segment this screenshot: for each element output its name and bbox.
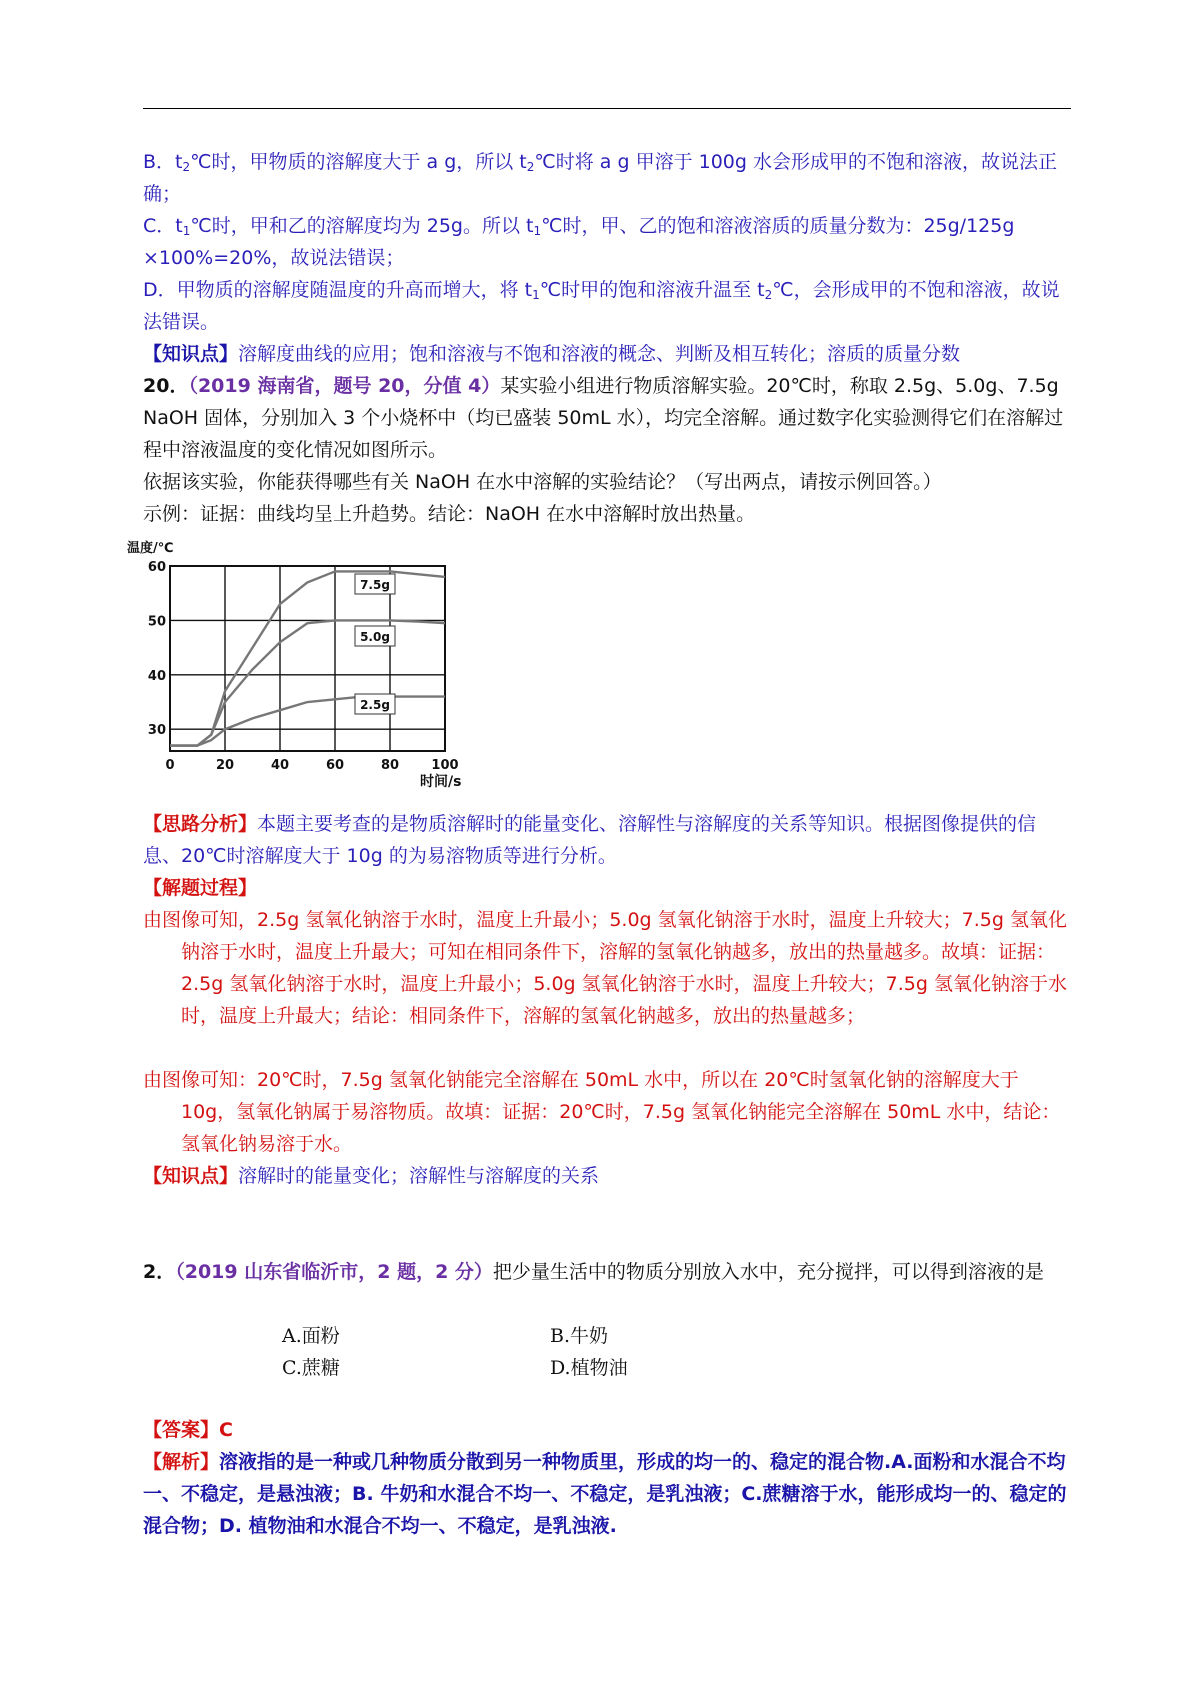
chart-ylabel: 温度/℃	[127, 541, 174, 556]
option-b: B.牛奶	[550, 1325, 609, 1347]
explanation-2: 【解析】溶液指的是一种或几种物质分散到另一种物质里，形成的均一的、稳定的混合物.A.面粉和水混合不均一、不稳定，是悬浊液；B. 牛奶和水混合不均一、不稳定，是乳浊液；C.蔗糖溶于水，能形成均一的、稳定的混合物；D. 植物油和水混合不均一、不稳定，是乳浊液.	[143, 1451, 1067, 1537]
y-tick-label: 40	[147, 668, 166, 684]
solution-option-c: C．$t_1℃$时，甲和乙的溶解度均为 25g。所以 $t_1℃$时，甲、乙的饱和溶液溶质的质量分数为：25g/125g ×100%=20%，故说法错误；	[143, 215, 1015, 269]
answer-2: 【答案】C	[143, 1419, 233, 1441]
header-rule	[143, 108, 1071, 109]
x-tick-label: 0	[165, 758, 175, 773]
series-label: 5.0g	[360, 630, 390, 644]
plot-frame	[170, 566, 445, 751]
y-tick-label: 30	[147, 723, 166, 739]
question-20-prompt: 依据该实验，你能获得哪些有关 NaOH 在水中溶解的实验结论？（写出两点，请按示例回答。）	[143, 471, 942, 493]
x-tick-label: 40	[270, 758, 290, 773]
x-tick-label: 80	[380, 758, 400, 773]
series-line-2	[170, 620, 445, 745]
solution-option-b: B．$t_2℃$时，甲物质的溶解度大于 a g，所以 $t_2℃$时将 a g 甲溶于 100g 水会形成甲的不饱和溶液，故说法正确；	[143, 151, 1057, 205]
x-tick-label: 100	[431, 758, 459, 773]
process-step-1: 由图像可知，2.5g 氢氧化钠溶于水时，温度上升最小；5.0g 氢氧化钠溶于水时，温度上升较大；7.5g 氢氧化钠溶于水时，温度上升最大；可知在相同条件下，溶解的氢氧化钠越多，放出的热量越多。故填：证据：2.5g 氢氧化钠溶于水时，温度上升最小；5.0g 氢氧化钠溶于水时，温度上升较大；7.5g 氢氧化钠溶于水时，温度上升最大；结论：相同条件下，溶解的氢氧化钠越多，放出的热量越多；	[143, 909, 1067, 1027]
series-line-1	[170, 571, 445, 745]
knowledge-point-prev: 【知识点】溶解度曲线的应用；饱和溶液与不饱和溶液的概念、判断及相互转化；溶质的质量分数	[143, 343, 961, 365]
question-20: 20．（2019 海南省，题号 20，分值 4）某实验小组进行物质溶解实验。20℃时，称取 2.5g、5.0g、7.5g NaOH 固体，分别加入 3 个小烧杯中（均已盛装 50mL 水），均完全溶解。通过数字化实验测得它们在溶解过程中溶液温度的变化情况如图所示。	[143, 375, 1064, 461]
question-2: 2．（2019 山东省临沂市，2 题，2 分）把少量生活中的物质分别放入水中，充分搅拌，可以得到溶液的是	[143, 1261, 1044, 1283]
series-label: 7.5g	[360, 578, 390, 592]
process-label-20: 【解题过程】	[143, 877, 258, 899]
y-tick-label: 50	[147, 614, 166, 630]
series-line-3	[170, 697, 445, 746]
option-c: C.蔗糖	[282, 1357, 340, 1379]
chart-xlabel: 时间/s	[420, 774, 462, 788]
y-tick-label: 60	[147, 560, 166, 575]
temperature-chart	[125, 538, 465, 788]
option-a: A.面粉	[282, 1325, 340, 1347]
x-tick-label: 20	[215, 758, 235, 773]
process-step-2: 由图像可知：20℃时，7.5g 氢氧化钠能完全溶解在 50mL 水中，所以在 20℃时氢氧化钠的溶解度大于 10g，氢氧化钠属于易溶物质。故填：证据：20℃时，7.5g 氢氧化钠能完全溶解在 50mL 水中，结论：氢氧化钠易溶于水。	[143, 1069, 1061, 1155]
question-20-example: 示例：证据：曲线均呈上升趋势。结论：NaOH 在水中溶解时放出热量。	[143, 503, 756, 525]
option-d: D.植物油	[550, 1357, 628, 1379]
knowledge-point-20: 【知识点】溶解时的能量变化；溶解性与溶解度的关系	[143, 1165, 600, 1187]
series-label: 2.5g	[360, 698, 390, 712]
x-tick-label: 60	[325, 758, 345, 773]
solution-option-d: D．甲物质的溶解度随温度的升高而增大，将 $t_1℃$时甲的饱和溶液升温至 $t_2℃$，会形成甲的不饱和溶液，故说法错误。	[143, 279, 1060, 333]
analysis-20: 【思路分析】本题主要考查的是物质溶解时的能量变化、溶解性与溶解度的关系等知识。根据图像提供的信息、20℃时溶解度大于 10g 的为易溶物质等进行分析。	[143, 813, 1037, 867]
